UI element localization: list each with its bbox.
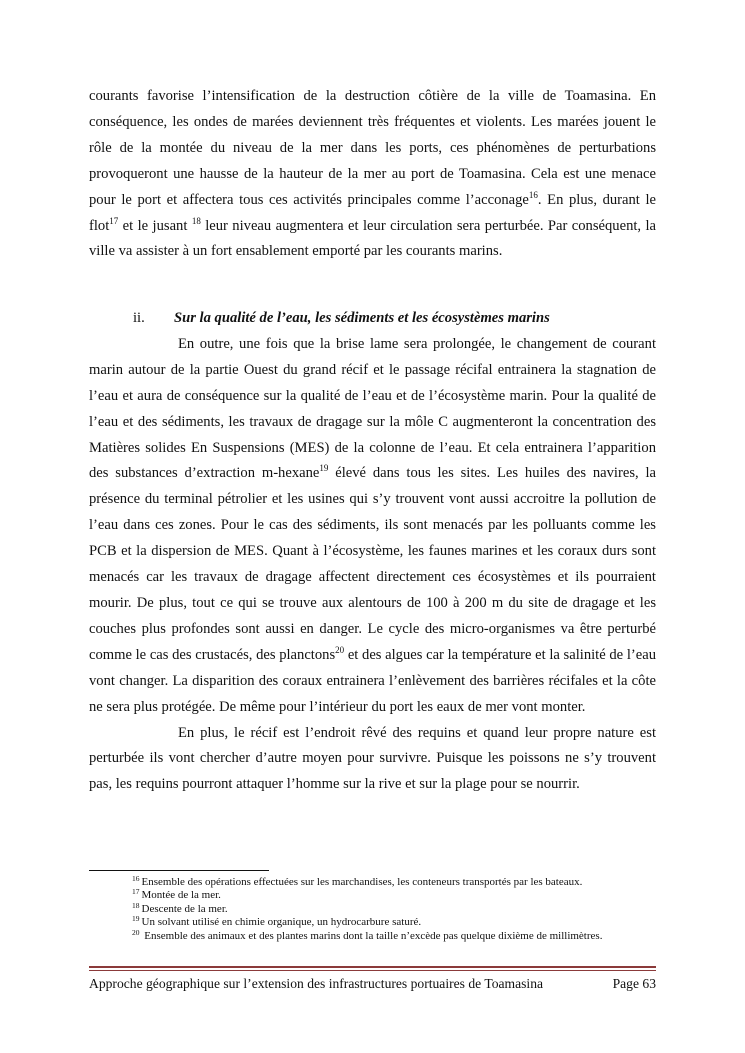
text-span: et des algues car la température et la salinité de l’eau vont changer. La disparition des coraux entrainera l’enlèvement des barrières récifales et la côte ne sera plus protégée. De même pour l’intérieur du port les eaux de mer vont monter. xyxy=(89,646,656,715)
footnote-number: 18 xyxy=(132,900,140,910)
paragraph-courants xyxy=(89,84,656,265)
footnote-text: Montée de la mer. xyxy=(141,889,221,902)
page-footer xyxy=(89,976,656,992)
text-span: élevé dans tous les sites. Les huiles des navires, la présence du terminal pétrolier et les usines qui s’y trouvent vont aussi accroitre la pollution de l’eau dans ces zones. Pour le cas des sédiments, ils sont menacés par les polluants comme les PCB et la dispersion de MES. Quant à l’écosystème, les faunes marines et les coraux durs sont menacés car les travaux de dragage affectent directement ces écosystèmes et ils pourraient mourir. De plus, tout ce qui se trouve aux alentours de 100 à 200 m du site de dragage et les couches plus profondes sont aussi en danger. Le cycle des micro-organismes va être perturbé comme le cas des crustacés, des planctons xyxy=(89,465,657,663)
footnote-separator xyxy=(89,870,269,871)
text-span: courants favorise l’intensification de la destruction côtière de la ville de Toamasina. En conséquence, les ondes de marées deviennent très fréquentes et violents. Les marées jouent le rôle de la montée du niveau de la mer dans les ports, ces phénomènes de perturbations provoqueront une hausse de la hauteur de la mer au port de Toamasina. Cela est une menace pour le port et affectera tous ces activités principales comme l’acconage xyxy=(89,88,656,208)
section-water-quality xyxy=(89,306,656,798)
footnote-17 xyxy=(132,889,656,902)
footer-rule xyxy=(89,970,656,971)
footer-rule xyxy=(89,966,656,968)
page-number: Page 63 xyxy=(612,976,656,991)
footnote-number: 20 xyxy=(132,927,140,937)
section-title: Sur la qualité de l’eau, les sédiments et les écosystèmes marins xyxy=(174,310,550,326)
footnote-text: Ensemble des opérations effectuées sur les marchandises, les conteneurs transportés par les bateaux. xyxy=(141,876,583,888)
footnote-19 xyxy=(132,916,656,929)
footnote-ref-19[interactable]: 19 xyxy=(319,463,329,474)
footnote-18 xyxy=(132,900,656,916)
footnote-number: 16 xyxy=(132,874,140,883)
footnote-ref-18[interactable]: 18 xyxy=(191,215,201,226)
text-span: et le jusant xyxy=(118,217,192,234)
paragraph-text xyxy=(89,84,656,265)
footnote-number: 19 xyxy=(132,914,140,924)
footnote-ref-17[interactable]: 17 xyxy=(109,215,119,226)
footnote-20 xyxy=(132,927,656,943)
paragraph-en-plus: En plus, le récif est l’endroit rêvé des requins et quand leur propre nature est perturbée ils vont chercher d’autre moyen pour survivre. Puisque les poissons ne s’y trouvent pas, les requins pourront attaquer l’homme sur la rive et sur la plage pour se nourrir. xyxy=(89,724,656,793)
footnote-text: Descente de la mer. xyxy=(141,902,228,915)
section-number: ii. xyxy=(133,310,145,326)
footnote-ref-20[interactable]: 20 xyxy=(335,644,345,655)
footnotes xyxy=(132,876,656,943)
footnote-text: Ensemble des animaux et des plantes marins dont la taille n’excède pas quelque dixième de millimètres. xyxy=(141,929,603,942)
footnote-ref-16[interactable]: 16 xyxy=(528,189,538,200)
section-heading xyxy=(89,306,656,332)
paragraph-en-outre xyxy=(89,332,656,721)
footnote-text: Un solvant utilisé en chimie organique, un hydrocarbure saturé. xyxy=(141,916,422,929)
footnote-16 xyxy=(132,876,656,889)
text-span: En outre, une fois que la brise lame sera prolongée, le changement de courant marin autour de la partie Ouest du grand récif et le passage récifal entrainera la stagnation de l’eau et aura de conséquence sur la qualité de l’eau et de l’écosystème marin. Pour la qualité de l’eau et des sédiments, les travaux de dragage sur la môle C augmenteront la concentration des Matières solides En Suspensions (MES) de la colonne de l’eau. Et cela entrainera l’apparition des substances d’extraction m-hexane xyxy=(89,335,656,482)
text-span: leur niveau augmentera et leur circulation sera perturbée. Par conséquent, la ville va assister à un fort ensablement emporté par les courants marins. xyxy=(89,217,656,260)
text-span: . En plus, durant le flot xyxy=(89,191,657,234)
footer-title: Approche géographique sur l’extension des infrastructures portuaires de Toamasina xyxy=(89,976,544,991)
footnote-number: 17 xyxy=(132,887,140,897)
